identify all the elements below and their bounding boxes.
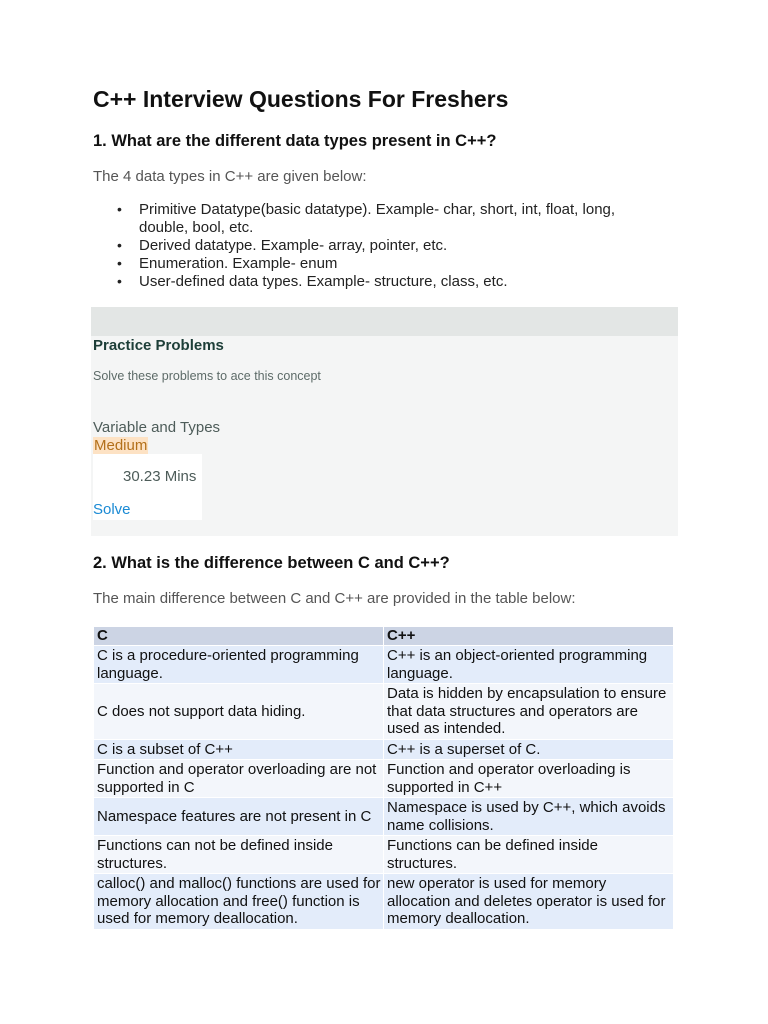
table-row [94, 874, 674, 930]
list-item: • Enumeration. Example- enum [139, 255, 659, 273]
difficulty-badge: Medium [94, 437, 148, 454]
problem-meta-box [93, 454, 202, 520]
table-cell: C is a subset of C++ [94, 740, 384, 760]
practice-problems-card [91, 307, 678, 536]
table-cell: Data is hidden by encapsulation to ensure that data structures and operators are used as intended. [384, 684, 674, 740]
table-cell: C does not support data hiding. [94, 684, 384, 740]
list-item: • Derived datatype. Example- array, pointer, etc. [139, 237, 659, 255]
practice-card-header-band [91, 307, 678, 336]
table-cell: new operator is used for memory allocation and deletes operator is used for memory deallocation. [384, 874, 674, 930]
table-cell: Functions can be defined inside structures. [384, 836, 674, 874]
table-cell: C++ is a superset of C. [384, 740, 674, 760]
column-header-c: C [94, 627, 384, 646]
table-cell: Function and operator overloading are not supported in C [94, 760, 384, 798]
table-cell: Functions can not be defined inside structures. [94, 836, 384, 874]
column-header-cpp: C++ [384, 627, 674, 646]
practice-subtitle: Solve these problems to ace this concept [93, 369, 321, 383]
question-1-intro: The 4 data types in C++ are given below: [93, 168, 367, 185]
table-cell: Namespace features are not present in C [94, 798, 384, 836]
list-item: • User-defined data types. Example- structure, class, etc. [139, 273, 659, 291]
page-title: C++ Interview Questions For Freshers [93, 86, 509, 112]
table-cell: C is a procedure-oriented programming language. [94, 646, 384, 684]
question-2-heading: 2. What is the difference between C and C++? [93, 554, 450, 572]
list-item: • Primitive Datatype(basic datatype). Example- char, short, int, float, long, double, bool, etc. [139, 201, 659, 236]
time-estimate: 30.23 Mins [123, 468, 197, 485]
table-cell: Namespace is used by C++, which avoids name collisions. [384, 798, 674, 836]
table-row [94, 740, 674, 760]
practice-title: Practice Problems [93, 337, 224, 354]
table-row [94, 798, 674, 836]
table-cell: calloc() and malloc() functions are used for memory allocation and free() function is used for memory deallocation. [94, 874, 384, 930]
problem-name-link[interactable]: Variable and Types [93, 419, 221, 436]
comparison-table [93, 626, 674, 930]
table-row [94, 646, 674, 684]
table-row [94, 760, 674, 798]
table-header-row [94, 627, 674, 646]
table-cell: Function and operator overloading is supported in C++ [384, 760, 674, 798]
solve-button[interactable]: Solve [93, 501, 131, 518]
table-row [94, 836, 674, 874]
data-types-list [93, 201, 659, 291]
question-1-heading: 1. What are the different data types present in C++? [93, 132, 497, 150]
question-2-intro: The main difference between C and C++ are provided in the table below: [93, 590, 576, 607]
table-cell: C++ is an object-oriented programming language. [384, 646, 674, 684]
table-row [94, 684, 674, 740]
